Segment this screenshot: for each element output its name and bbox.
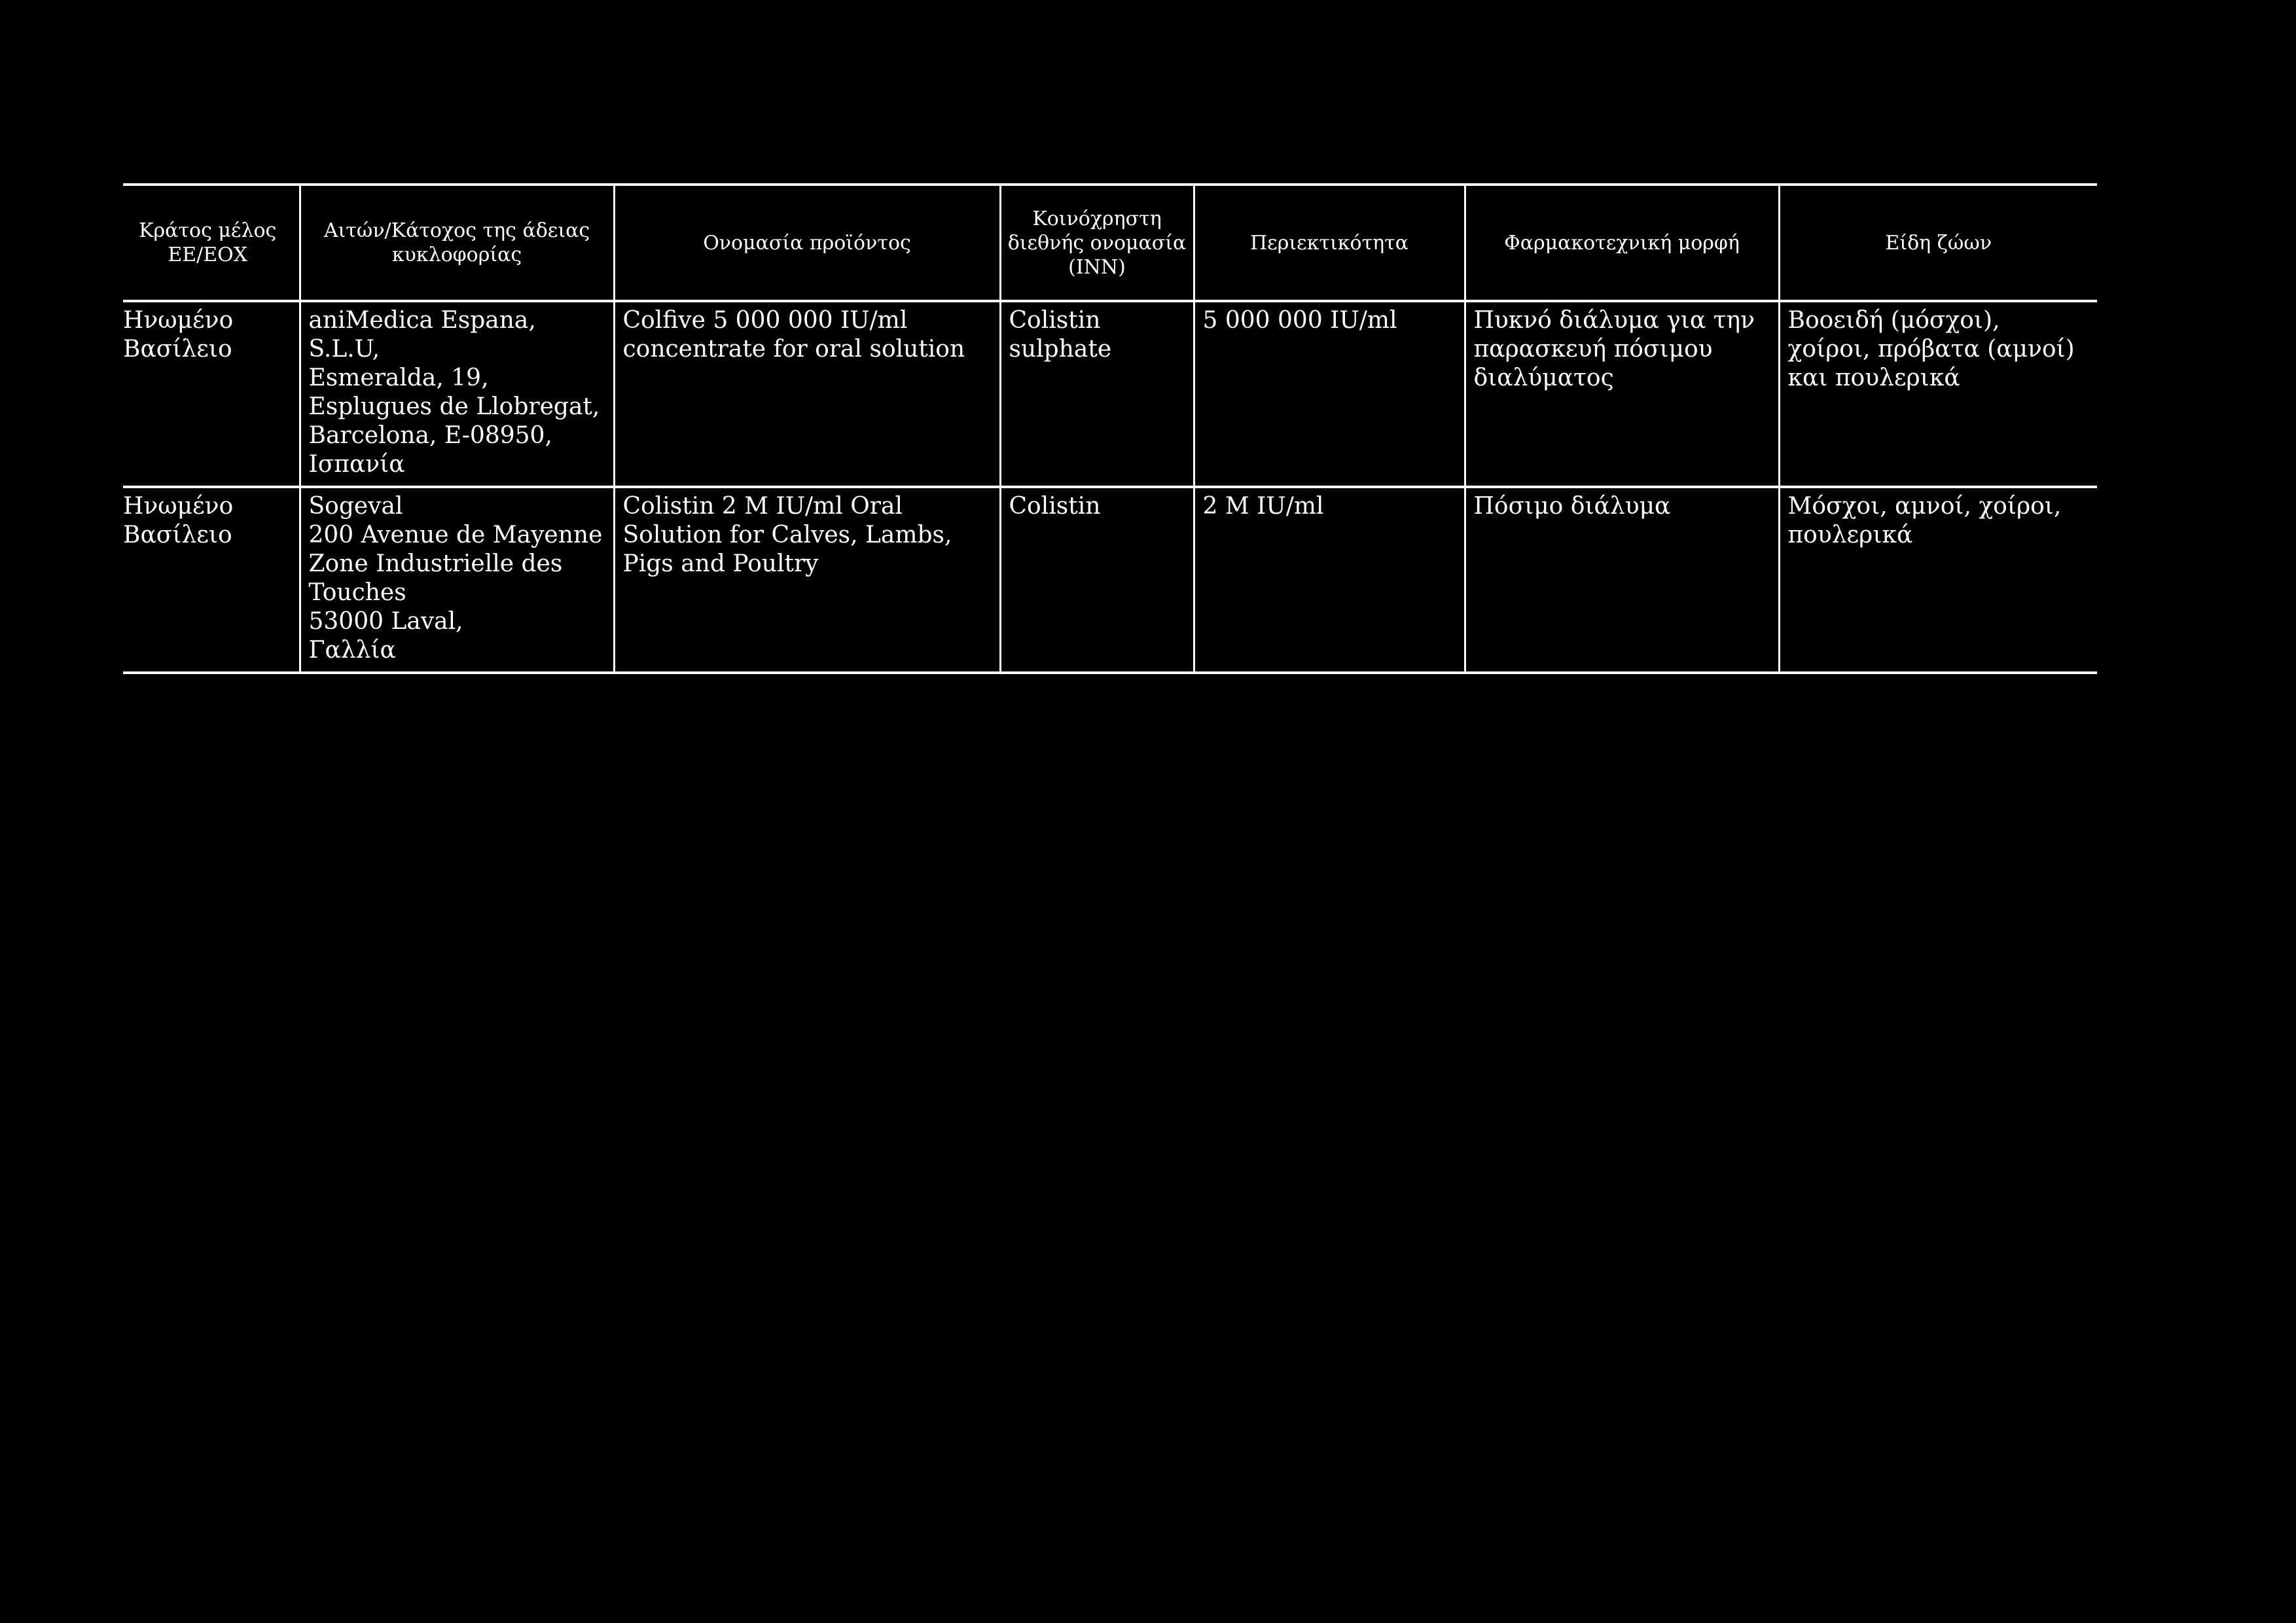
applicant-line: Barcelona, E-08950, <box>308 422 552 449</box>
cell-species: Μόσχοι, αμνοί, χοίροι, πουλερικά <box>1779 487 2097 673</box>
cell-species: Βοοειδή (μόσχοι), χοίροι, πρόβατα (αμνοί) και πουλερικά <box>1779 301 2097 487</box>
cell-member-state: Ηνωμένο Βασίλειο <box>123 487 300 673</box>
cell-strength: 2 M IU/ml <box>1194 487 1465 673</box>
header-inn: Κοινόχρηστη διεθνής ονομασία (INN) <box>1000 185 1194 301</box>
cell-strength: 5 000 000 IU/ml <box>1194 301 1465 487</box>
header-species: Είδη ζώων <box>1779 185 2097 301</box>
applicant-line: 200 Avenue de Mayenne <box>308 522 603 548</box>
cell-pharmaceutical-form: Πόσιμο διάλυμα <box>1465 487 1779 673</box>
cell-applicant <box>300 301 614 487</box>
applicant-line: Γαλλία <box>308 637 396 664</box>
applicant-line: Ισπανία <box>308 451 405 478</box>
table-row <box>123 301 2097 487</box>
applicant-line: 53000 Laval, <box>308 608 463 635</box>
applicant-line: Esmeralda, 19, <box>308 365 489 391</box>
applicant-line: aniMedica Espana, S.L.U, <box>308 307 536 363</box>
applicant-line: Esplugues de Llobregat, <box>308 393 600 420</box>
cell-product-name: Colistin 2 M IU/ml Oral Solution for Calves, Lambs, Pigs and Poultry <box>614 487 1000 673</box>
table-header-row <box>123 185 2097 301</box>
cell-inn: Colistin sulphate <box>1000 301 1194 487</box>
cell-member-state: Ηνωμένο Βασίλειο <box>123 301 300 487</box>
header-pharmaceutical-form: Φαρμακοτεχνική μορφή <box>1465 185 1779 301</box>
cell-product-name: Colfive 5 000 000 IU/ml concentrate for oral solution <box>614 301 1000 487</box>
cell-applicant <box>300 487 614 673</box>
header-applicant: Αιτών/Κάτοχος της άδειας κυκλοφορίας <box>300 185 614 301</box>
applicant-line: Sogeval <box>308 493 403 520</box>
products-table <box>123 183 2097 674</box>
cell-inn: Colistin <box>1000 487 1194 673</box>
header-strength: Περιεκτικότητα <box>1194 185 1465 301</box>
header-member-state: Κράτος μέλος ΕΕ/ΕΟΧ <box>123 185 300 301</box>
applicant-line: Zone Industrielle des Touches <box>308 550 563 606</box>
table-row <box>123 487 2097 673</box>
header-product-name: Ονομασία προϊόντος <box>614 185 1000 301</box>
cell-pharmaceutical-form: Πυκνό διάλυμα για την παρασκευή πόσιμου διαλύματος <box>1465 301 1779 487</box>
